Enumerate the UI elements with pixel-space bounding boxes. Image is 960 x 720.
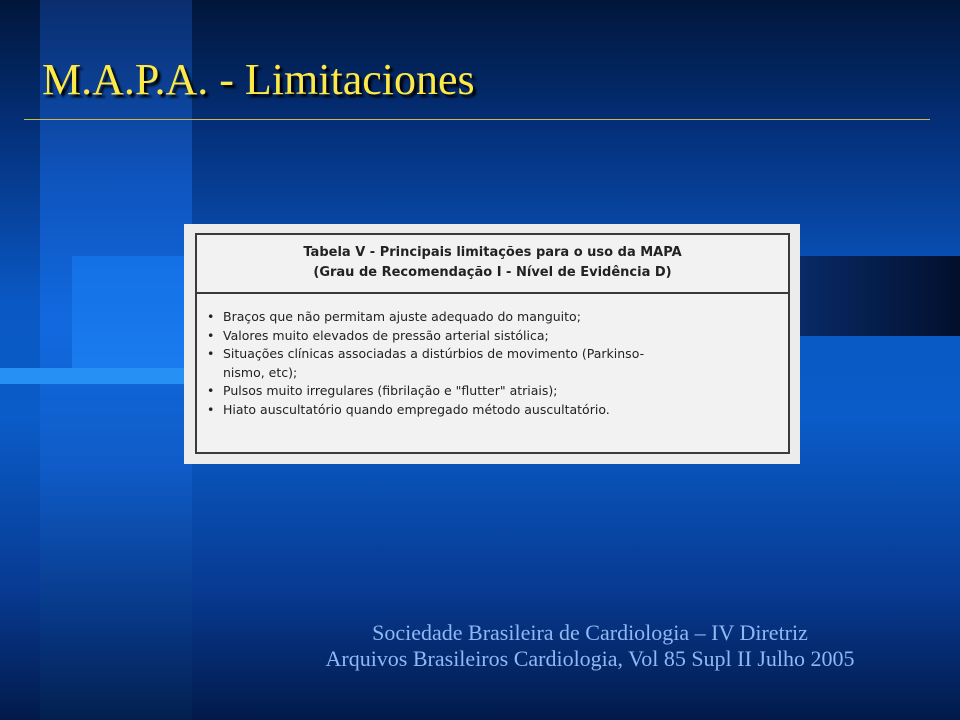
slide-title: M.A.P.A. - Limitaciones: [42, 55, 475, 104]
list-item: [223, 327, 788, 346]
limitations-table-image: [184, 224, 800, 464]
decorative-panel-right: [800, 256, 960, 336]
list-item: [223, 382, 788, 401]
list-item: [223, 308, 788, 327]
source-citation-line-2: Arquivos Brasileiros Cardiologia, Vol 85 Supl II Julho 2005: [325, 646, 855, 671]
table-heading-line-1: Tabela V - Principais limitações para o uso da MAPA: [303, 245, 682, 260]
table-heading-line-2: (Grau de Recomendação I - Nível de Evidência D): [313, 265, 672, 280]
decorative-panel-inner: [72, 256, 192, 368]
list-item-text: Pulsos muito irregulares (fibrilação e "flutter" atriais);: [223, 383, 558, 398]
decorative-stripe: [0, 368, 192, 384]
list-item-text: Braços que não permitam ajuste adequado do manguito;: [223, 309, 581, 324]
list-item-text: Valores muito elevados de pressão arterial sistólica;: [223, 327, 549, 343]
source-citation-line-1: Sociedade Brasileira de Cardiologia – IV Diretriz: [372, 620, 808, 645]
table-heading: [197, 235, 788, 294]
title-divider: [24, 119, 930, 120]
list-item: [223, 345, 788, 382]
list-item-continuation: nismo, etc);: [223, 364, 298, 380]
list-item-text: Situações clínicas associadas a distúrbios de movimento (Parkinso-: [223, 346, 645, 361]
limitations-list: [197, 294, 788, 419]
list-item-text: Hiato auscultatório quando empregado método auscultatório.: [223, 401, 610, 417]
limitations-table: [195, 233, 790, 454]
list-item: [223, 401, 788, 420]
